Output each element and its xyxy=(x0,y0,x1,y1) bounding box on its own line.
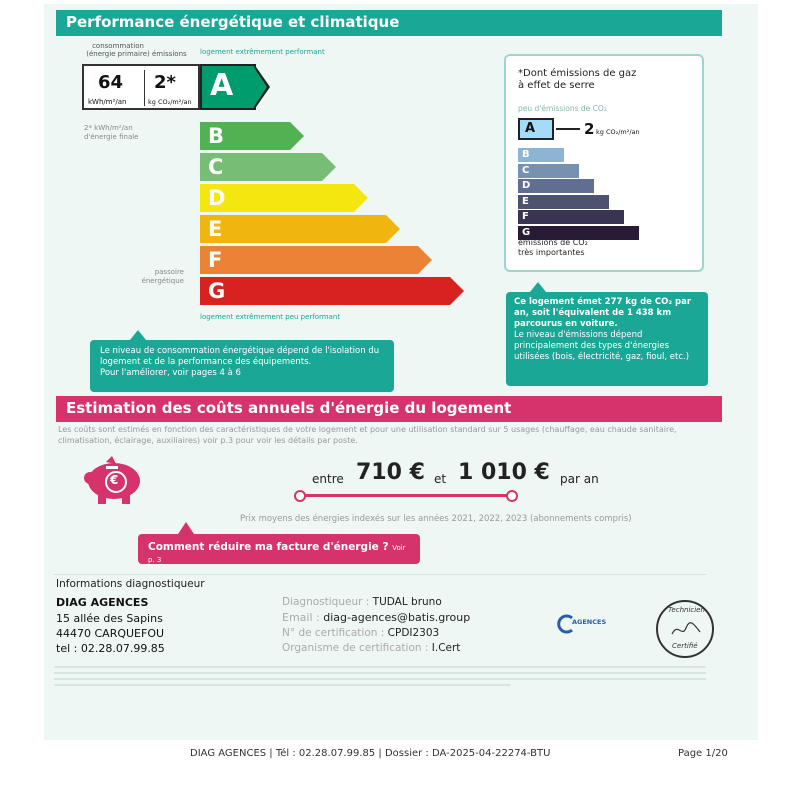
performance-header: Performance énergétique et climatique xyxy=(56,10,722,36)
email-value[interactable]: diag-agences@batis.group xyxy=(323,611,471,624)
email-row xyxy=(282,611,470,624)
diagnostician-section-title: Informations diagnostiqueur xyxy=(56,578,205,590)
diag-value: TUDAL bruno xyxy=(372,596,442,608)
energy-class-a xyxy=(200,64,256,110)
reduce-bill-label[interactable]: Comment réduire ma facture d'énergie ? xyxy=(148,541,389,553)
ghg-card xyxy=(504,54,704,272)
page-footer-info: DIAG AGENCES | Tél : 02.28.07.99.85 | Dossier : DA-2025-04-22274-BTU xyxy=(190,748,551,759)
ghg-class-f xyxy=(518,210,624,224)
ghg-class-d-letter: D xyxy=(522,180,531,191)
cost-max-dot xyxy=(506,490,518,502)
stamp-top-text: Technicien xyxy=(668,606,705,614)
email-label: Email : xyxy=(282,611,320,624)
conso-value: 64 xyxy=(98,72,124,93)
passoire-label: passoire énergétique xyxy=(141,268,184,285)
ghg-class-b xyxy=(518,148,564,162)
company-address2: 44470 CARQUEFOU xyxy=(56,627,165,640)
conso-label: consommation (énergie primaire) xyxy=(86,42,150,58)
tip-pointer xyxy=(130,330,146,340)
cost-range-line xyxy=(300,494,512,497)
diagnostician-row xyxy=(282,596,442,608)
energy-class-b xyxy=(200,122,290,150)
energy-class-d-letter: D xyxy=(208,186,226,210)
ghg-bottom-label: émissions de CO₂ très importantes xyxy=(518,238,588,257)
ghg-class-a-letter: A xyxy=(525,121,536,136)
cost-min: 710 € xyxy=(356,460,425,485)
piggy-bank-icon xyxy=(76,456,148,506)
euro-symbol: € xyxy=(110,473,119,487)
ghg-value: 2 xyxy=(584,120,595,138)
energy-class-e-letter: E xyxy=(208,217,223,241)
signature-icon xyxy=(670,620,702,640)
separator xyxy=(54,574,706,575)
reduce-pointer xyxy=(178,522,194,534)
ghg-pointer-line xyxy=(556,128,580,130)
agences-logo xyxy=(556,614,622,636)
diag-label: Diagnostiqueur : xyxy=(282,596,370,608)
conso-unit: kWh/m²/an xyxy=(88,98,127,106)
co2-tip xyxy=(506,292,708,386)
cost-max: 1 010 € xyxy=(458,460,550,485)
ghg-class-e xyxy=(518,195,609,209)
emissions-unit: kg CO₂/m²/an xyxy=(148,98,192,106)
co2-tip-text: Le niveau d'émissions dépend principalement des types d'énergies utilisées (bois, électricité, gaz, fioul, etc.) xyxy=(514,330,690,362)
energy-class-c xyxy=(200,153,322,181)
energy-class-e xyxy=(200,215,386,243)
energy-class-d xyxy=(200,184,354,212)
reduce-bill-link[interactable] xyxy=(138,534,420,564)
agences-logo-text: AGENCES xyxy=(572,618,607,626)
cost-prefix: entre xyxy=(312,472,344,486)
ghg-class-d xyxy=(518,179,594,193)
cert-row xyxy=(282,627,439,639)
ghg-class-g-letter: G xyxy=(522,226,531,238)
company-name: DIAG AGENCES xyxy=(56,596,149,609)
energy-class-f-letter: F xyxy=(208,248,223,272)
emissions-label: émissions xyxy=(152,50,187,58)
cost-connector: et xyxy=(434,472,447,486)
costs-header: Estimation des coûts annuels d'énergie du logement xyxy=(56,396,722,422)
energy-class-b-letter: B xyxy=(208,124,225,148)
energy-class-f xyxy=(200,246,418,274)
org-label: Organisme de certification : xyxy=(282,642,429,654)
energy-value-box xyxy=(82,64,200,110)
bottom-performance-label: logement extrêmement peu performant xyxy=(200,313,341,321)
final-energy-note: 2* kWh/m²/an d'énergie finale xyxy=(84,124,139,141)
energy-class-g xyxy=(200,277,450,305)
ghg-class-c-letter: C xyxy=(522,164,530,176)
legal-fine-print xyxy=(54,664,706,688)
energy-class-c-letter: C xyxy=(208,155,224,179)
cert-value: CPDI2303 xyxy=(387,627,440,639)
ghg-class-f-letter: F xyxy=(522,211,529,222)
ghg-class-e-letter: E xyxy=(522,195,529,207)
ghg-unit: kg CO₂/m²/an xyxy=(596,128,640,136)
energy-class-g-letter: G xyxy=(208,279,226,303)
company-tel: tel : 02.28.07.99.85 xyxy=(56,642,165,655)
energy-tip: Le niveau de consommation énergétique dépend de l'isolation du logement et de la performance des équipements. Pour l'améliorer, voir pages 4 à 6 xyxy=(90,340,394,392)
ghg-class-b-letter: B xyxy=(522,149,530,160)
co2-tip-bold: Ce logement émet 277 kg de CO₂ par an, soit l'équivalent de 1 438 km parcourus en voiture. xyxy=(514,297,692,329)
cost-min-dot xyxy=(294,490,306,502)
costs-intro: Les coûts sont estimés en fonction des caractéristiques de votre logement et pour une utilisation standard sur 5 usages (chauffage, eau chaude sanitaire, climatisation, éclairage, auxiliaires) voir p.3 pour voir les détails par poste. xyxy=(58,425,677,445)
top-performance-label: logement extrêmement performant xyxy=(200,48,325,56)
ghg-subtitle: peu d'émissions de CO₂ xyxy=(518,104,607,113)
reduce-bill-ref[interactable]: Voir p. 3 xyxy=(148,544,406,564)
energy-class-a-letter: A xyxy=(210,68,234,103)
stamp-bottom-text: Certifié xyxy=(672,642,698,650)
cert-label: N° de certification : xyxy=(282,627,385,639)
certification-stamp xyxy=(656,600,714,658)
company-address1: 15 allée des Sapins xyxy=(56,612,163,625)
org-row xyxy=(282,642,460,654)
ghg-class-a xyxy=(518,118,554,140)
cost-note: Prix moyens des énergies indexés sur les années 2021, 2022, 2023 (abonnements compris) xyxy=(240,514,632,524)
emissions-value: 2* xyxy=(154,72,176,93)
co2-tip-pointer xyxy=(530,282,546,292)
page-number: Page 1/20 xyxy=(678,748,728,759)
cost-suffix: par an xyxy=(560,472,599,486)
ghg-title: *Dont émissions de gaz à effet de serre xyxy=(518,68,637,91)
org-value: I.Cert xyxy=(431,642,461,654)
ghg-class-c xyxy=(518,164,579,178)
